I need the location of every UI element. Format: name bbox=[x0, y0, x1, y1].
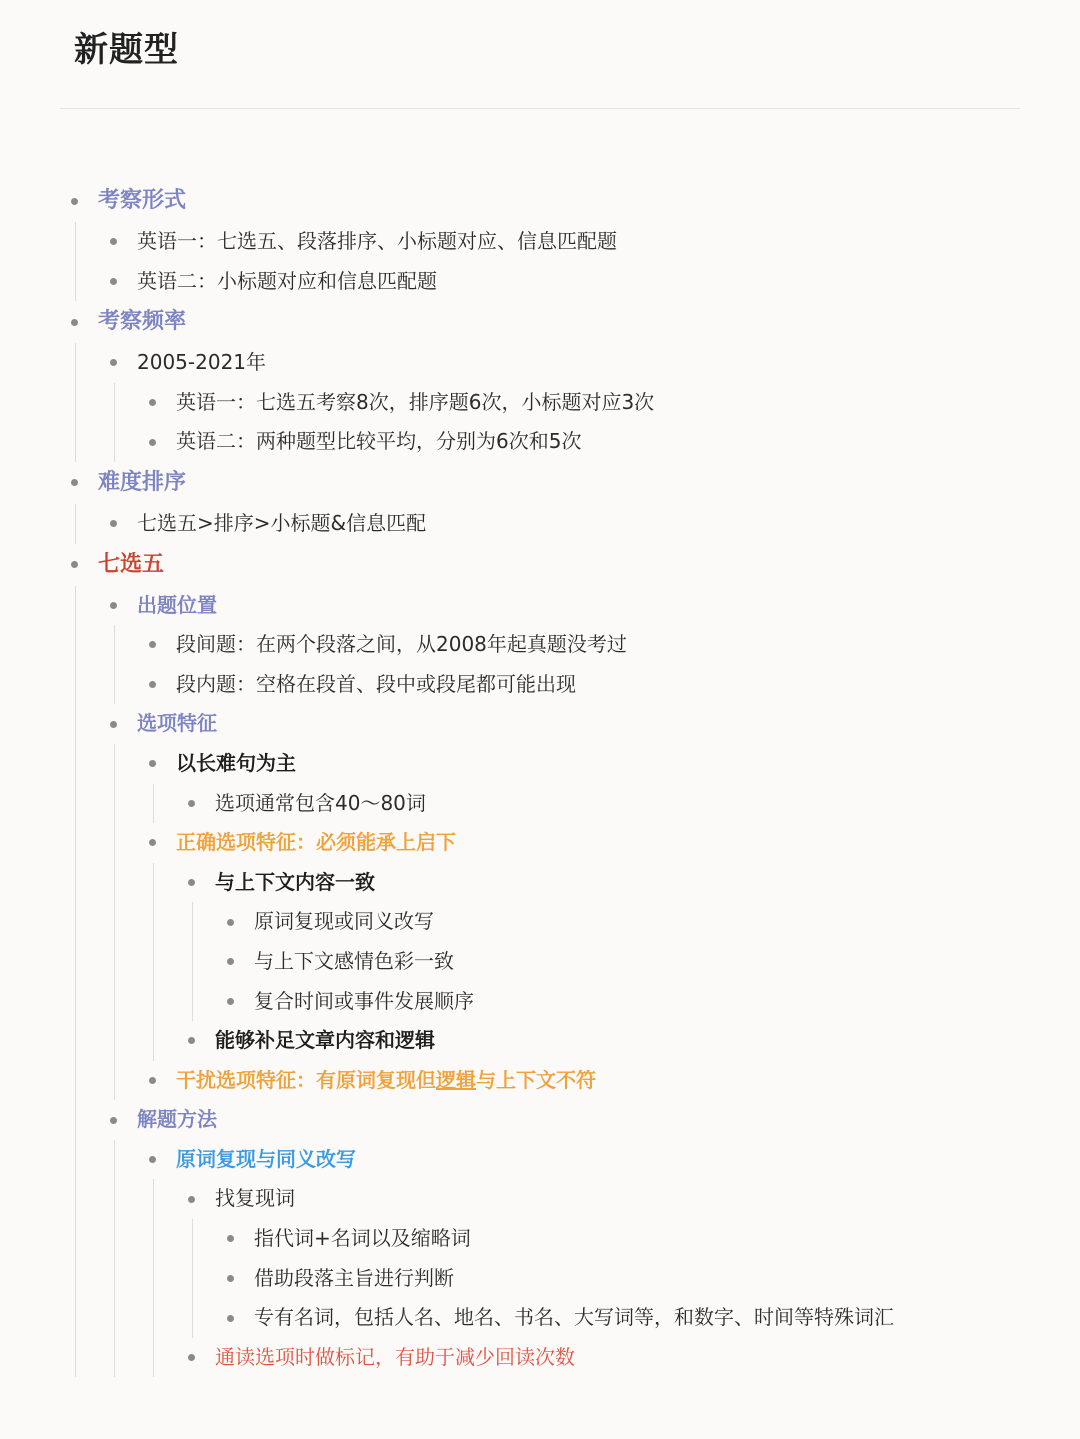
bullet-icon bbox=[188, 1196, 195, 1203]
bullet-icon bbox=[188, 1037, 195, 1044]
section-heading: 七选五 bbox=[98, 551, 165, 577]
subsection-heading: 解题方法 bbox=[137, 1107, 217, 1132]
list-item-text: 七选五>排序>小标题&信息匹配 bbox=[137, 510, 427, 535]
list-item-text: 通读选项时做标记，有助于减少回读次数 bbox=[215, 1344, 575, 1369]
list-item bbox=[103, 504, 1024, 544]
bullet-icon bbox=[110, 278, 117, 285]
outline-item-kaocha-pinlv bbox=[64, 301, 1024, 462]
bullet-icon bbox=[227, 1315, 234, 1322]
list-item bbox=[142, 1140, 1024, 1378]
bullet-icon bbox=[227, 1275, 234, 1282]
list-item-text bbox=[176, 1068, 596, 1092]
list-item-text: 英语二：两种题型比较平均，分别为6次和5次 bbox=[176, 429, 582, 454]
list-item bbox=[181, 1338, 1024, 1378]
list-item-text: 与上下文感情色彩一致 bbox=[254, 948, 454, 973]
bullet-icon bbox=[227, 958, 234, 965]
list-item bbox=[181, 1179, 1024, 1337]
list-item bbox=[142, 823, 1024, 1061]
bullet-icon bbox=[71, 479, 78, 486]
list-item bbox=[220, 1298, 1024, 1338]
list-item bbox=[142, 422, 1024, 462]
list-item-text: 找复现词 bbox=[215, 1186, 295, 1211]
list-item bbox=[103, 704, 1024, 1100]
title-divider bbox=[60, 108, 1020, 109]
list-item bbox=[181, 1021, 1024, 1061]
ganrao-suffix: 与上下文不符 bbox=[476, 1067, 596, 1092]
list-item bbox=[220, 902, 1024, 942]
list-item bbox=[103, 343, 1024, 462]
bullet-icon bbox=[110, 238, 117, 245]
list-item-text: 原词复现与同义改写 bbox=[176, 1146, 356, 1171]
outline-item-nandu bbox=[64, 462, 1024, 544]
bullet-icon bbox=[149, 1156, 156, 1163]
bullet-icon bbox=[188, 800, 195, 807]
section-heading: 难度排序 bbox=[98, 469, 187, 495]
list-item-text: 与上下文内容一致 bbox=[215, 869, 375, 894]
list-item bbox=[103, 262, 1024, 302]
section-heading: 考察频率 bbox=[98, 309, 187, 335]
list-item-text: 借助段落主旨进行判断 bbox=[254, 1265, 454, 1290]
bullet-icon bbox=[188, 879, 195, 886]
bullet-icon bbox=[149, 399, 156, 406]
list-item bbox=[142, 1061, 1024, 1101]
subsection-heading: 选项特征 bbox=[137, 711, 217, 736]
bullet-icon bbox=[227, 1235, 234, 1242]
bullet-icon bbox=[71, 198, 78, 205]
bullet-icon bbox=[110, 721, 117, 728]
bullet-icon bbox=[149, 641, 156, 648]
ganrao-underlined: 逻辑 bbox=[436, 1067, 476, 1092]
bullet-icon bbox=[110, 602, 117, 609]
list-item-text: 英语一：七选五考察8次，排序题6次，小标题对应3次 bbox=[176, 389, 655, 414]
bullet-icon bbox=[188, 1354, 195, 1361]
list-item-text: 指代词+名词以及缩略词 bbox=[254, 1226, 471, 1251]
list-item-text: 段间题：在两个段落之间，从2008年起真题没考过 bbox=[176, 632, 627, 657]
list-item bbox=[103, 586, 1024, 705]
section-heading: 考察形式 bbox=[98, 188, 187, 213]
list-item-text: 能够补足文章内容和逻辑 bbox=[215, 1028, 435, 1053]
bullet-icon bbox=[71, 319, 78, 326]
bullet-icon bbox=[71, 561, 78, 568]
outline-item-qixuanwu bbox=[64, 544, 1024, 1378]
list-item-text: 英语一：七选五、段落排序、小标题对应、信息匹配题 bbox=[137, 229, 617, 253]
bullet-icon bbox=[227, 998, 234, 1005]
list-item bbox=[142, 744, 1024, 823]
list-item bbox=[181, 863, 1024, 1021]
list-item-text: 2005-2021年 bbox=[137, 350, 267, 375]
list-item-text: 原词复现或同义改写 bbox=[254, 909, 434, 934]
bullet-icon bbox=[227, 919, 234, 926]
list-item bbox=[220, 942, 1024, 982]
outline-item-kaocha-xingshi bbox=[64, 180, 1024, 301]
list-item bbox=[220, 1259, 1024, 1299]
ganrao-prefix: 干扰选项特征：有原词复现但 bbox=[176, 1067, 436, 1092]
bullet-icon bbox=[110, 1117, 117, 1124]
list-item-text: 专有名词，包括人名、地名、书名、大写词等，和数字、时间等特殊词汇 bbox=[254, 1305, 894, 1330]
bullet-icon bbox=[110, 520, 117, 527]
list-item bbox=[103, 1100, 1024, 1377]
list-item bbox=[142, 383, 1024, 423]
list-item-text: 选项通常包含40～80词 bbox=[215, 790, 426, 815]
list-item-text: 英语二：小标题对应和信息匹配题 bbox=[137, 268, 437, 293]
list-item bbox=[142, 665, 1024, 705]
bullet-icon bbox=[110, 359, 117, 366]
list-item bbox=[103, 222, 1024, 262]
list-item-text: 段内题：空格在段首、段中或段尾都可能出现 bbox=[176, 671, 576, 696]
bullet-icon bbox=[149, 839, 156, 846]
bullet-icon bbox=[149, 1077, 156, 1084]
bullet-icon bbox=[149, 760, 156, 767]
outline bbox=[64, 180, 1024, 1377]
list-item bbox=[220, 1219, 1024, 1259]
list-item-text: 正确选项特征：必须能承上启下 bbox=[176, 830, 456, 855]
bullet-icon bbox=[149, 681, 156, 688]
list-item-text: 复合时间或事件发展顺序 bbox=[254, 988, 474, 1013]
list-item bbox=[220, 982, 1024, 1022]
list-item-text: 以长难句为主 bbox=[176, 750, 296, 775]
subsection-heading: 出题位置 bbox=[137, 592, 217, 617]
bullet-icon bbox=[149, 439, 156, 446]
page-title: 新题型 bbox=[74, 30, 179, 70]
list-item bbox=[142, 625, 1024, 665]
list-item bbox=[181, 784, 1024, 824]
